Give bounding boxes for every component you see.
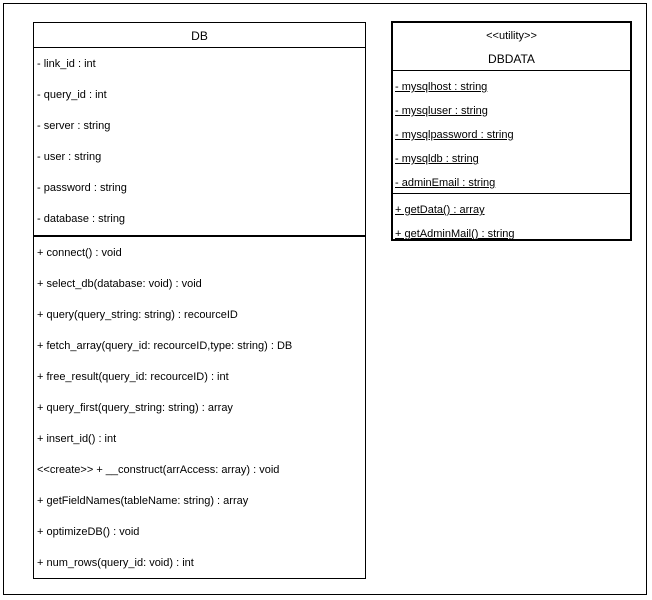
attribute: - password : string	[37, 182, 127, 194]
class-dbdata-stereotype: <<utility>>	[486, 30, 537, 42]
operation: + optimizeDB() : void	[37, 526, 140, 538]
attribute: - user : string	[37, 151, 102, 163]
operation: + num_rows(query_id: void) : int	[37, 557, 194, 569]
operation: + getFieldNames(tableName: string) : array	[37, 495, 249, 507]
class-db-name: DB	[191, 29, 208, 43]
class-dbdata-header	[393, 23, 630, 71]
attribute: - query_id : int	[37, 89, 107, 101]
static-operation: + getData() : array	[395, 204, 485, 216]
operation: + insert_id() : int	[37, 433, 117, 445]
attribute: - server : string	[37, 120, 111, 132]
operation: + select_db(database: void) : void	[37, 278, 202, 290]
attribute: - link_id : int	[37, 58, 96, 70]
operation: + query_first(query_string: string) : array	[37, 402, 233, 414]
operation: + free_result(query_id: recourceID) : int	[37, 371, 229, 383]
class-db-operations	[34, 237, 365, 587]
attribute: - database : string	[37, 213, 126, 225]
class-dbdata-operations	[393, 194, 630, 251]
static-attribute: - mysqluser : string	[395, 105, 488, 117]
class-db-attributes	[34, 48, 365, 237]
operation: + fetch_array(query_id: recourceID,type: string) : DB	[37, 340, 293, 352]
operation: + connect() : void	[37, 247, 122, 259]
static-attribute: - adminEmail : string	[395, 177, 496, 189]
static-attribute: - mysqldb : string	[395, 153, 479, 165]
class-dbdata-attributes	[393, 71, 630, 194]
class-db	[33, 22, 366, 579]
static-attribute: - mysqlpassword : string	[395, 129, 514, 141]
operation: + query(query_string: string) : recourceID	[37, 309, 238, 321]
operation: <<create>> + __construct(arrAccess: array) : void	[37, 464, 280, 476]
class-dbdata-name: DBDATA	[488, 52, 535, 66]
class-dbdata	[391, 21, 632, 241]
static-attribute: - mysqlhost : string	[395, 81, 488, 93]
class-db-header	[34, 23, 365, 48]
static-operation: + getAdminMail() : string	[395, 228, 515, 240]
